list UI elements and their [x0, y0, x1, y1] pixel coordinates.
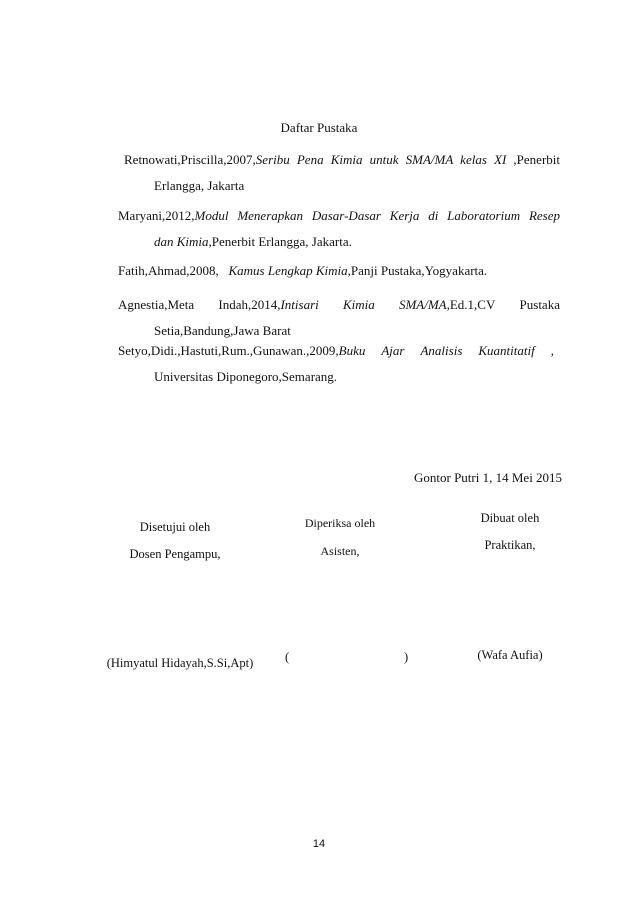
place-date: Gontor Putri 1, 14 Mei 2015	[414, 470, 563, 485]
checked-name-close: )	[404, 650, 409, 664]
reference-line	[124, 147, 560, 173]
reference-title: Kamus Lengkap Kimia	[228, 263, 348, 278]
made-role: Praktikan,	[484, 538, 536, 552]
page-title: Daftar Pustaka	[280, 120, 358, 135]
reference-title-part: SMA/MA,Ed.1,CV	[398, 297, 496, 312]
checked-role: Asisten,	[320, 544, 360, 558]
reference-continuation: Setia,Bandung,Jawa Barat	[154, 323, 291, 338]
reference-item	[118, 203, 560, 255]
reference-punct: ,	[550, 343, 554, 358]
made-label: Dibuat oleh	[480, 511, 540, 525]
reference-title-part: Analisis	[420, 343, 463, 358]
page-number: 14	[312, 838, 326, 850]
reference-title-part: Ajar	[381, 343, 405, 358]
reference-continuation	[118, 229, 560, 255]
reference-line	[118, 258, 560, 284]
reference-publisher: Penerbit Erlangga, Jakarta.	[211, 234, 352, 249]
reference-item	[118, 147, 560, 199]
reference-line	[118, 203, 560, 229]
reference-author: Setyo,Didi.,Hastuti,Rum.,Gunawan.,2009,Buku	[118, 343, 366, 358]
reference-publisher: ,Panji Pustaka,Yogyakarta.	[347, 263, 488, 278]
reference-publisher-part: Pustaka	[519, 297, 560, 312]
reference-author: Retnowati,Priscilla,2007,	[124, 152, 256, 167]
reference-author: Fatih,Ahmad,2008,	[118, 263, 229, 278]
made-name: (Wafa Aufia)	[477, 648, 543, 662]
reference-item	[118, 258, 560, 284]
reference-item	[118, 338, 560, 390]
checked-name-open: (	[285, 650, 290, 664]
reference-publisher: ,Penerbit	[506, 152, 560, 167]
reference-title: Modul Menerapkan Dasar-Dasar Kerja di Laboratorium Resep	[194, 208, 560, 223]
reference-title-part: Kimia	[342, 297, 375, 312]
checked-label: Diperiksa oleh	[304, 516, 376, 530]
reference-title: Seribu Pena Kimia untuk SMA/MA kelas XI	[255, 152, 507, 167]
approved-name: (Himyatul Hidayah,S.Si,Apt)	[106, 656, 254, 670]
approved-label: Disetujui oleh	[139, 520, 211, 534]
approved-role: Dosen Pengampu,	[129, 547, 221, 561]
reference-author: Agnestia,Meta	[118, 297, 195, 312]
reference-title-continuation: dan Kimia,	[154, 234, 212, 249]
reference-title-part: Kuantitatif	[478, 343, 535, 358]
reference-continuation: Universitas Diponegoro,Semarang.	[154, 369, 338, 384]
reference-item	[118, 292, 560, 344]
reference-continuation: Erlangga, Jakarta	[154, 178, 245, 193]
reference-author: Maryani,2012,	[118, 208, 195, 223]
reference-line	[118, 292, 560, 318]
reference-line	[118, 338, 554, 364]
reference-author-part: Indah,2014,Intisari	[218, 297, 319, 312]
